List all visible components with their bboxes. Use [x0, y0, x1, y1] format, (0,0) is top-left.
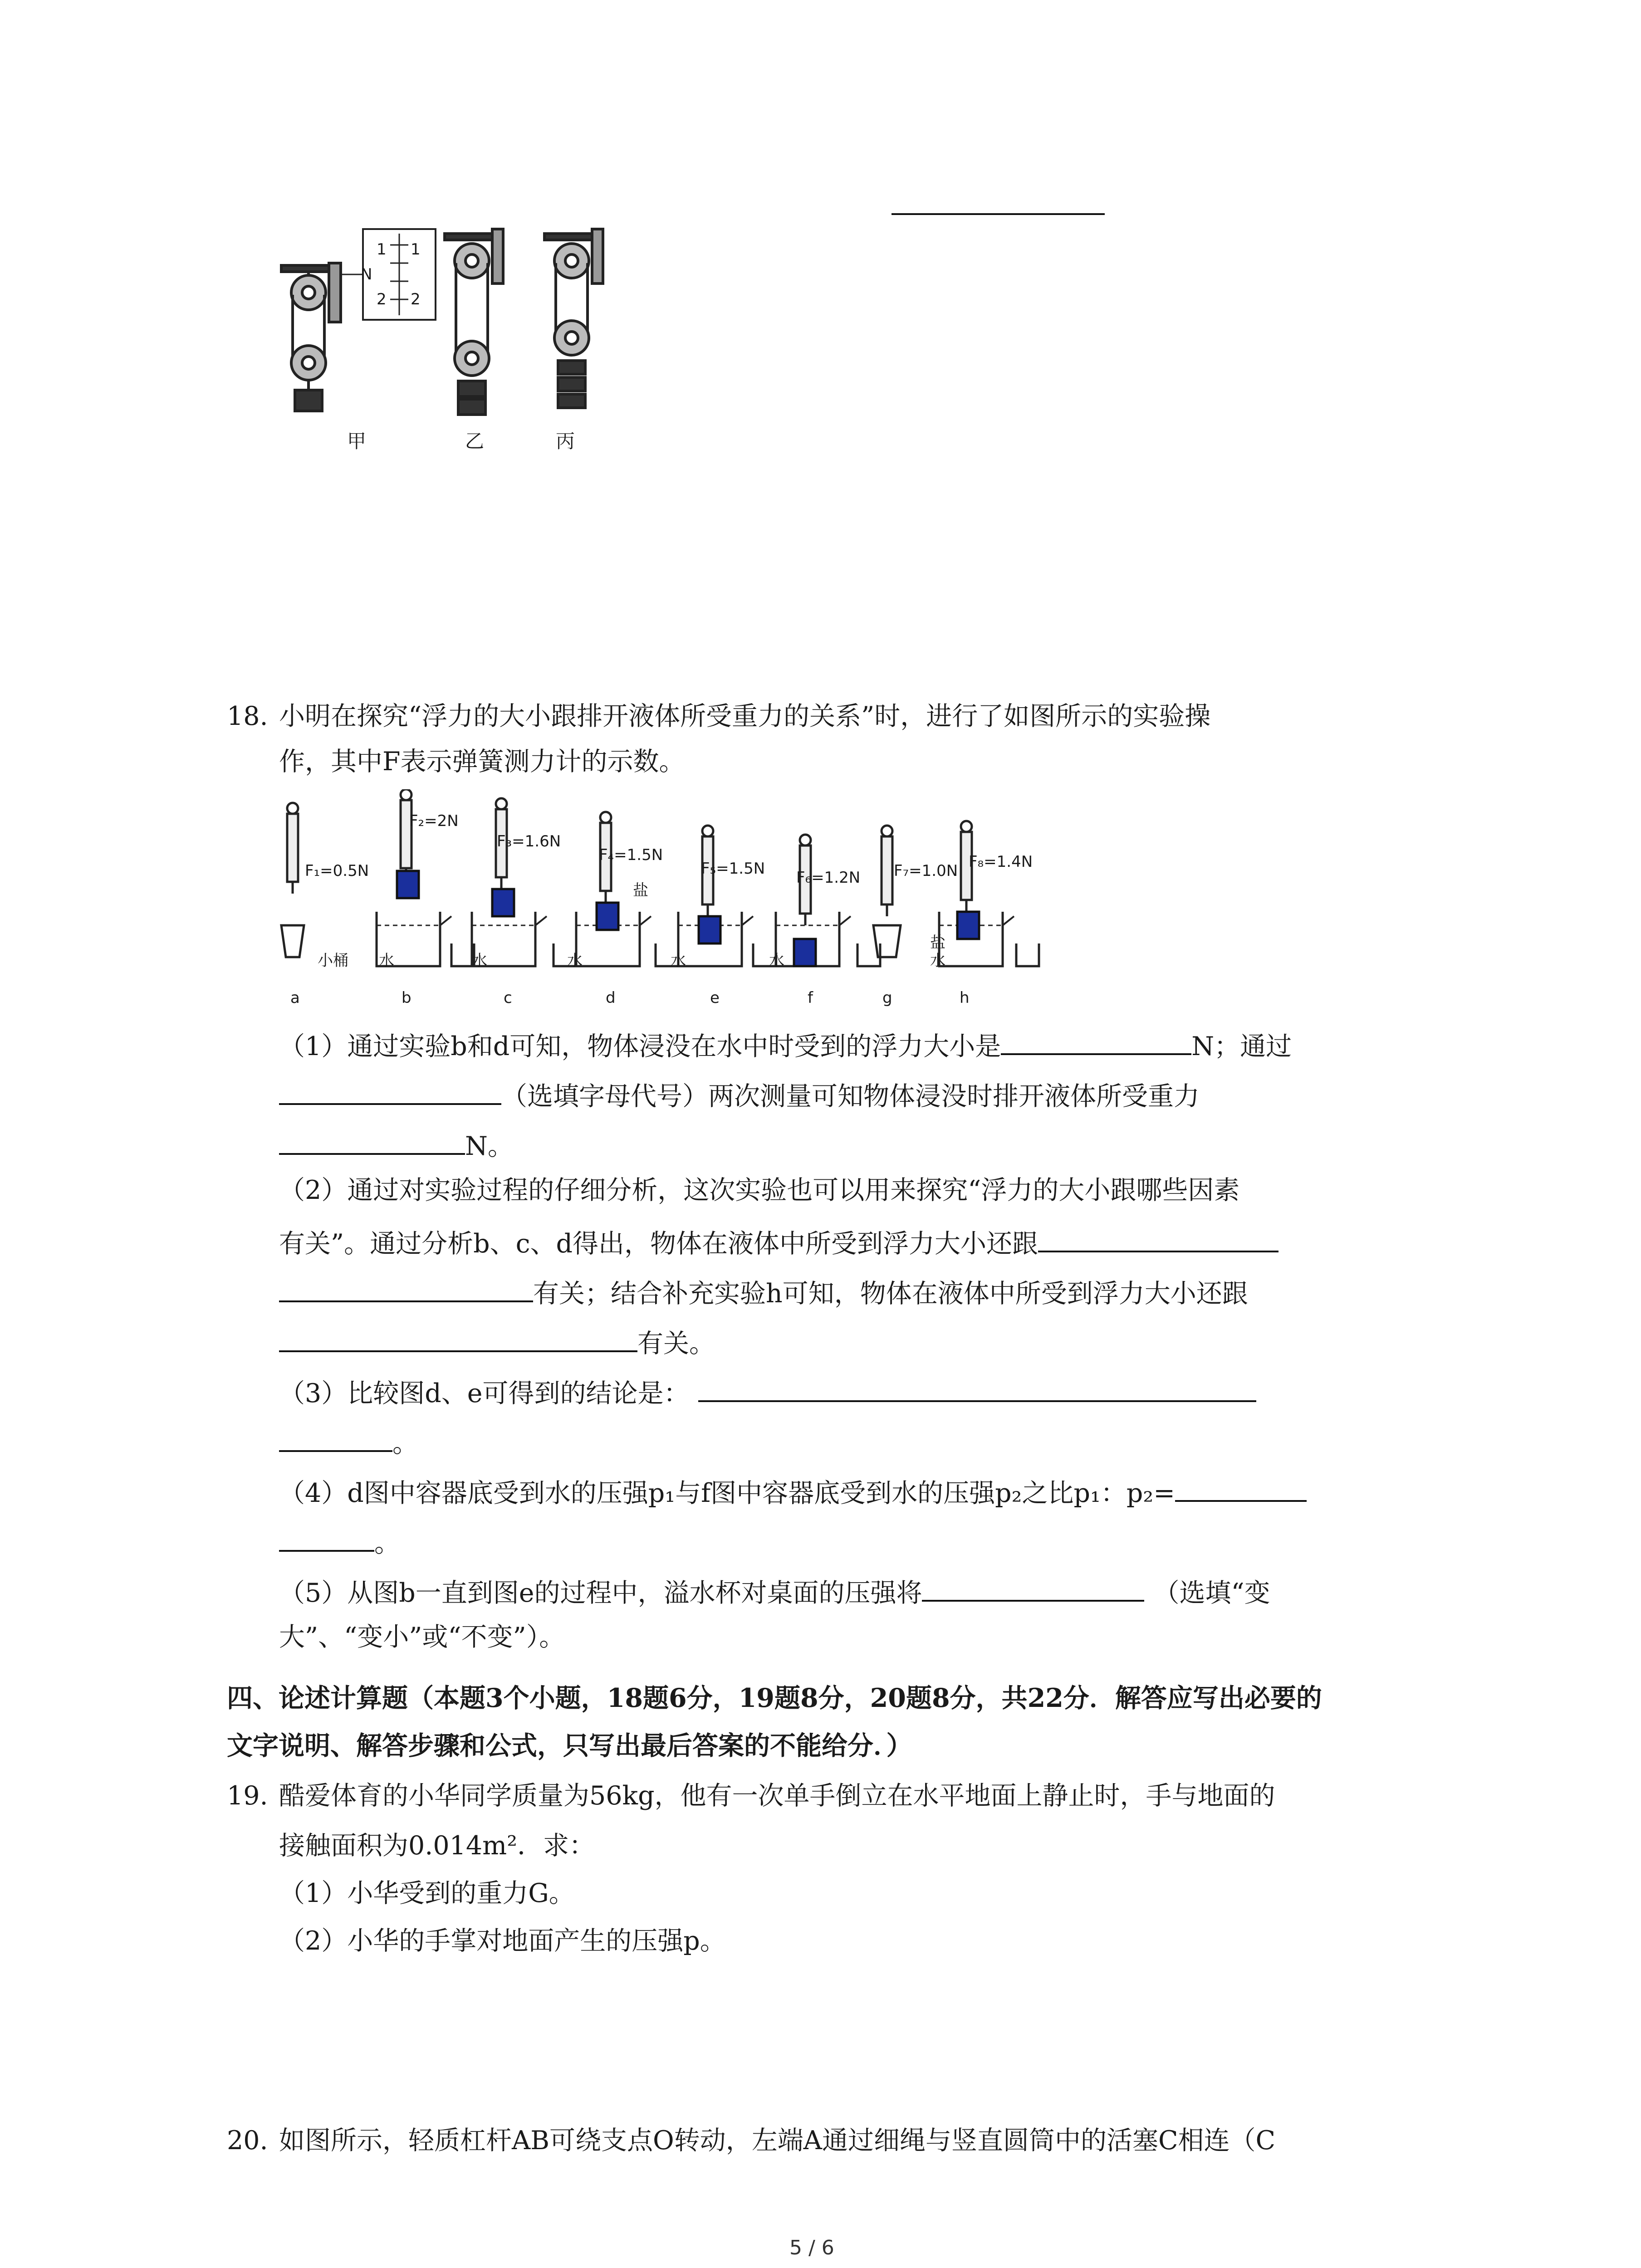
bucket-label: 小桶	[318, 952, 348, 970]
force-label-g: F₇=1.0N	[894, 862, 958, 880]
q19-line2: 接触面积为0.014m²．求：	[279, 1831, 595, 1861]
water-label-c: 水	[472, 952, 487, 970]
q18-p3-line2	[279, 1422, 418, 1461]
q18-p3-b: 。	[392, 1428, 418, 1458]
answer-blank-11[interactable]	[922, 1572, 1144, 1602]
answer-blank-5[interactable]	[279, 1272, 533, 1302]
q18-p2-b: 有关”。通过分析b、c、d得出，物体在液体中所受到浮力大小还跟	[279, 1229, 1038, 1259]
answer-blank-prev[interactable]	[892, 213, 1105, 215]
scale-mark-1: 1	[377, 240, 387, 259]
q18-p5-line2: 大”、“变小”或“不变”）。	[279, 1622, 565, 1652]
q18-p2-d: 有关。	[637, 1329, 715, 1359]
q20-number: 20.	[227, 2126, 268, 2156]
force-label-a: F₁=0.5N	[305, 862, 369, 880]
q18-p4-line2	[279, 1522, 400, 1561]
answer-blank-6[interactable]	[279, 1322, 637, 1352]
answer-blank-3[interactable]	[279, 1125, 465, 1155]
water-label-b: 水	[379, 952, 394, 970]
panel-label-g: g	[882, 989, 892, 1007]
answer-blank-4[interactable]	[1038, 1222, 1279, 1252]
answer-blank-7[interactable]	[698, 1372, 1256, 1402]
q18-stem-line2: 作，其中F表示弹簧测力计的示数。	[279, 747, 685, 777]
q18-p1-line2	[279, 1075, 1200, 1114]
water-label-d: 水	[567, 952, 583, 970]
scale-mark-2: 1	[411, 240, 421, 259]
fig-label-bing: 丙	[556, 430, 575, 452]
q18-stem-line1: 小明在探究“浮力的大小跟排开液体所受重力的关系”时，进行了如图所示的实验操	[279, 701, 1211, 731]
scale-mark-3: 2	[377, 290, 387, 308]
force-label-b: F₂=2N	[409, 812, 459, 830]
panel-label-d: d	[606, 989, 616, 1007]
q18-p1-a: （1）通过实验b和d可知，物体浸没在水中时受到的浮力大小是	[279, 1031, 1001, 1061]
q18-p4-b: 。	[374, 1528, 400, 1558]
force-label-d: F₄=1.5N	[599, 846, 663, 864]
q18-p1-b: N；通过	[1191, 1031, 1292, 1061]
water-label-h: 水	[930, 952, 945, 970]
q18-p3-line1	[279, 1372, 1256, 1411]
q18-p4-line1	[279, 1472, 1307, 1511]
q18-p2-line1: （2）通过对实验过程的仔细分析，这次实验也可以用来探究“浮力的大小跟哪些因素	[279, 1175, 1240, 1205]
panel-label-h: h	[960, 989, 970, 1007]
force-label-e: F₅=1.5N	[701, 860, 765, 878]
panel-label-c: c	[504, 989, 512, 1007]
panel-label-a: a	[290, 989, 300, 1007]
q18-p5-a: （5）从图b一直到图e的过程中，溢水杯对桌面的压强将	[279, 1578, 922, 1608]
fig-label-yi: 乙	[465, 430, 485, 452]
water-label-f: 水	[769, 952, 784, 970]
panel-label-b: b	[402, 989, 411, 1007]
q18-p2-line4	[279, 1322, 715, 1361]
answer-blank-9[interactable]	[1175, 1472, 1307, 1502]
q18-p2-line3	[279, 1272, 1248, 1311]
fig-label-jia: 甲	[347, 430, 367, 452]
q18-p3-a: （3）比较图d、e可得到的结论是：	[279, 1378, 690, 1408]
pulley-figure	[272, 218, 617, 463]
q18-p5-b: （选填“变	[1153, 1578, 1270, 1608]
force-label-h: F₈=1.4N	[969, 853, 1033, 871]
salt-label-d: 盐	[633, 881, 648, 899]
q18-p1-c: （选填字母代号）两次测量可知物体浸没时排开液体所受重力	[501, 1081, 1200, 1111]
page-number: 5 / 6	[789, 2236, 834, 2259]
scale-mark-n: N	[361, 265, 372, 284]
salt-label-h: 盐	[930, 934, 945, 952]
section4-heading-line1: 四、论述计算题（本题3个小题，18题6分，19题8分，20题8分，共22分．解答应写出必要的	[227, 1683, 1322, 1713]
q18-p1-line3	[279, 1125, 514, 1164]
panel-label-f: f	[808, 989, 813, 1007]
answer-blank-1[interactable]	[1001, 1025, 1191, 1055]
q18-p4-a: （4）d图中容器底受到水的压强p₁与f图中容器底受到水的压强p₂之比p₁：p₂=	[279, 1478, 1175, 1508]
q19-sub2: （2）小华的手掌对地面产生的压强p。	[279, 1926, 726, 1956]
q19-number: 19.	[227, 1781, 268, 1811]
q20-line1: 如图所示，轻质杠杆AB可绕支点O转动，左端A通过细绳与竖直圆筒中的活塞C相连（C	[279, 2126, 1276, 2156]
q18-p2-c: 有关；结合补充实验h可知，物体在液体中所受到浮力大小还跟	[533, 1279, 1248, 1309]
q19-sub1: （1）小华受到的重力G。	[279, 1878, 575, 1908]
force-label-c: F₃=1.6N	[497, 832, 561, 850]
answer-blank-8[interactable]	[279, 1422, 392, 1452]
answer-blank-2[interactable]	[279, 1075, 501, 1105]
section4-heading-line2: 文字说明、解答步骤和公式，只写出最后答案的不能给分．）	[227, 1730, 912, 1761]
q18-p2-line2	[279, 1222, 1279, 1261]
q18-p5-line1	[279, 1572, 1270, 1611]
q18-number: 18.	[227, 701, 268, 731]
water-label-e: 水	[671, 952, 686, 970]
answer-blank-10[interactable]	[279, 1522, 374, 1552]
scale-mark-4: 2	[411, 290, 421, 308]
panel-label-e: e	[710, 989, 720, 1007]
force-label-f: F₆=1.2N	[796, 869, 861, 887]
q18-p1-line1	[279, 1025, 1292, 1064]
q19-line1: 酷爱体育的小华同学质量为56kg，他有一次单手倒立在水平地面上静止时，手与地面的	[279, 1781, 1275, 1811]
q18-p1-d: N。	[465, 1131, 514, 1161]
